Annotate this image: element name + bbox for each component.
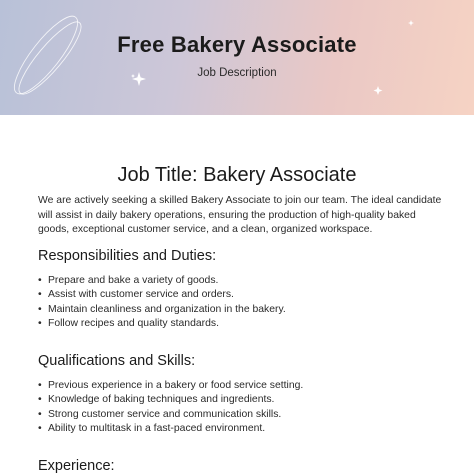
experience-heading: Experience: <box>38 458 115 474</box>
list-item: • Assist with customer service and orders. <box>38 288 286 302</box>
list-item: • Maintain cleanliness and organization in the bakery. <box>38 303 286 317</box>
list-item: • Previous experience in a bakery or food service setting. <box>38 379 303 393</box>
job-title-heading: Job Title: Bakery Associate <box>117 164 357 186</box>
list-item: • Ability to multitask in a fast-paced environment. <box>38 422 303 436</box>
qualifications-list <box>38 379 303 436</box>
header-banner <box>0 0 474 115</box>
document-subtitle: Job Description <box>197 67 277 79</box>
list-item: • Knowledge of baking techniques and ingredients. <box>38 393 303 407</box>
responsibilities-heading: Responsibilities and Duties: <box>38 248 217 264</box>
intro-paragraph: We are actively seeking a skilled Bakery Associate to join our team. The ideal candidate will assist in daily bakery operations, ensuring the production of high-quality baked goods, exceptional customer service, and a clean, organized workspace. <box>38 195 442 236</box>
list-item: • Follow recipes and quality standards. <box>38 317 286 331</box>
responsibilities-list <box>38 274 286 331</box>
list-item: • Prepare and bake a variety of goods. <box>38 274 286 288</box>
qualifications-heading: Qualifications and Skills: <box>38 353 196 369</box>
document-title: Free Bakery Associate <box>117 32 357 57</box>
list-item: • Strong customer service and communication skills. <box>38 408 303 422</box>
